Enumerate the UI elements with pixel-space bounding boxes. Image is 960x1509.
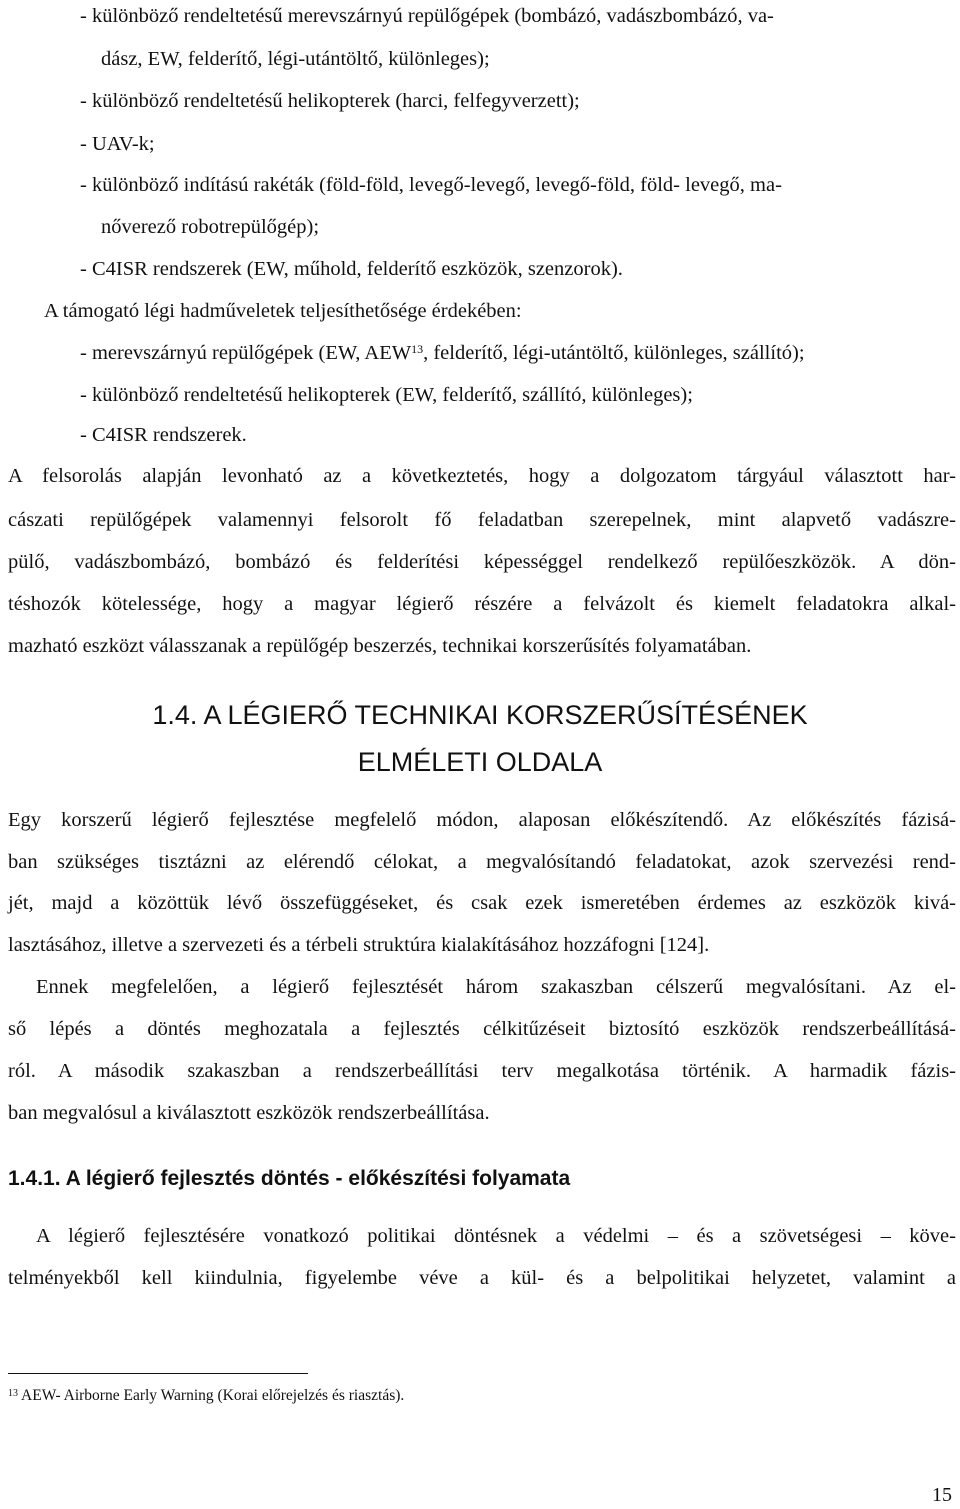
- list2-item-fixed-wing-text: - merevszárnyú repülőgépek (EW, AEW: [80, 342, 412, 364]
- list-item-uav: - UAV-k;: [80, 133, 155, 155]
- subsection-heading: 1.4.1. A légierő fejlesztés döntés - előkészítési folyamata: [8, 1167, 571, 1190]
- para1-line: mazható eszközt válasszanak a repülőgép beszerzés, technikai korszerűsítés folyamatában.: [8, 635, 752, 657]
- para2-line: Egy korszerű légierő fejlesztése megfelelő módon, alaposan előkészítendő. Az előkészítés fázisá-: [8, 809, 956, 831]
- footnote-divider: [8, 1373, 308, 1374]
- para4-line: telményekből kell kiindulnia, figyelembe véve a kül- és a belpolitikai helyzetet, valamint a: [8, 1267, 956, 1289]
- section-heading-line1: 1.4. A LÉGIERŐ TECHNIKAI KORSZERŰSÍTÉSÉNEK: [152, 700, 808, 730]
- list2-item-helicopters: - különböző rendeltetésű helikopterek (EW, felderítő, szállító, különleges);: [80, 384, 693, 406]
- para3-line: ban megvalósul a kiválasztott eszközök rendszerbeállítása.: [8, 1102, 490, 1124]
- page-number: 15: [932, 1484, 952, 1506]
- para2-line: ban szükséges tisztázni az elérendő célokat, a megvalósítandó feladatokat, azok szervezési rend-: [8, 851, 956, 873]
- para3-line: Ennek megfelelően, a légierő fejlesztését három szakaszban célszerű megvalósítani. Az el-: [36, 976, 956, 998]
- list-item-missiles: - különböző indítású rakéták (föld-föld, levegő-levegő, levegő-föld, föld- levegő, ma-: [80, 174, 782, 196]
- footnote-text: AEW- Airborne Early Warning (Korai előrejelzés és riasztás).: [21, 1387, 405, 1404]
- para4-line: A légierő fejlesztésére vonatkozó politikai döntésnek a védelmi – és a szövetségesi – köve-: [36, 1225, 956, 1247]
- support-intro: A támogató légi hadműveletek teljesíthetősége érdekében:: [44, 300, 522, 322]
- footnote-ref-13: 13: [411, 342, 424, 356]
- para3-line: ról. A második szakaszban a rendszerbeállítási terv megalkotása történik. A harmadik fázis-: [8, 1060, 956, 1082]
- para3-line: ső lépés a döntés meghozatala a fejlesztés célkitűzéseit biztosító eszközök rendszerbeállításá-: [8, 1018, 956, 1040]
- list-item-helicopters: - különböző rendeltetésű helikopterek (harci, felfegyverzett);: [80, 90, 580, 112]
- footnote-number: 13: [8, 1388, 18, 1399]
- list2-item-c4isr: - C4ISR rendszerek.: [80, 424, 247, 446]
- list-item-c4isr: - C4ISR rendszerek (EW, műhold, felderítő eszközök, szenzorok).: [80, 258, 623, 280]
- para1-line: téshozók kötelessége, hogy a magyar légierő részére a felvázolt és kiemelt feladatokra alkal-: [8, 593, 956, 615]
- section-heading-line2: ELMÉLETI OLDALA: [357, 747, 603, 777]
- para2-line: jét, majd a közöttük lévő összefüggéseket, és csak ezek ismeretében érdemes az eszközök kivá-: [8, 892, 956, 914]
- para1-line: pülő, vadászbombázó, bombázó és felderítési képességgel rendelkező repülőeszközök. A dön-: [8, 551, 956, 573]
- footnote: [8, 1386, 404, 1406]
- list-item-fixed-wing-cont: dász, EW, felderítő, légi-utántöltő, különleges);: [101, 48, 490, 70]
- para2-line: lasztásához, illetve a szervezeti és a térbeli struktúra kialakításához hozzáfogni [124].: [8, 934, 710, 956]
- para1-line: A felsorolás alapján levonható az a következtetés, hogy a dolgozatom tárgyául választott har-: [8, 465, 956, 487]
- list2-item-fixed-wing: [80, 339, 805, 367]
- list2-item-fixed-wing-text-end: , felderítő, légi-utántöltő, különleges, szállító);: [423, 342, 805, 364]
- para1-line: cászati repülőgépek valamennyi felsorolt fő feladatban szerepelnek, mint alapvető vadászre-: [8, 509, 956, 531]
- list-item-fixed-wing: - különböző rendeltetésű merevszárnyú repülőgépek (bombázó, vadászbombázó, va-: [80, 5, 774, 27]
- list-item-missiles-cont: nőverező robotrepülőgép);: [101, 216, 320, 238]
